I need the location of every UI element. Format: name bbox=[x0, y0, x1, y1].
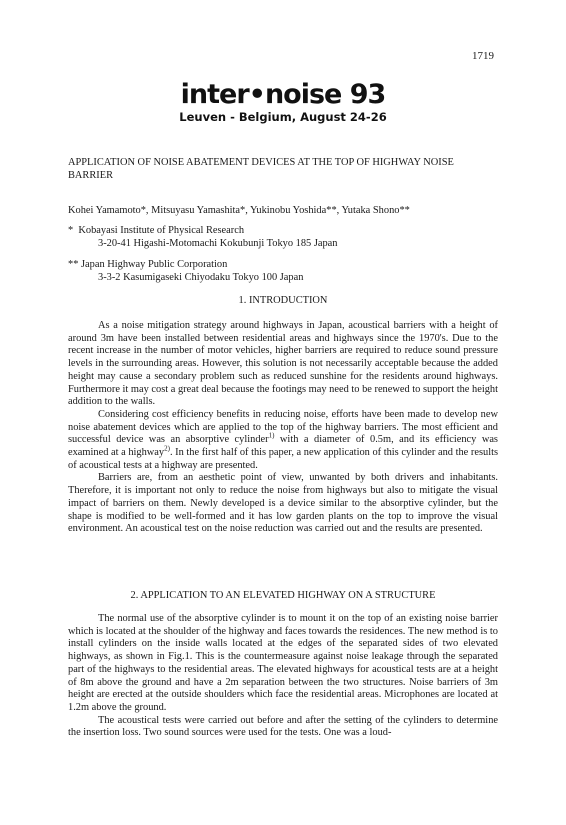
paragraph: Barriers are, from an aesthetic point of view, unwanted by both drivers and inhabitants. Therefore, it is important not only to reduce the noise from highways but also to mitigate the visual impact of barriers on them. Newly developed is a device similar to the absorptive cylinder, but the shape is modified to be well-formed and it has low garden plants on the top to improve the visual environment. An acoustical test on the noise reduction was carried out and the results are presented. bbox=[68, 472, 498, 535]
affiliation-name: * Kobayasi Institute of Physical Research bbox=[68, 225, 245, 236]
affiliation-address: 3-20-41 Higashi-Motomachi Kokubunji Tokyo 185 Japan bbox=[98, 238, 338, 249]
affiliation-mark: ** bbox=[68, 259, 79, 270]
affiliation-name: ** Japan Highway Public Corporation bbox=[68, 259, 228, 270]
section2-body bbox=[68, 613, 498, 740]
affiliation-1 bbox=[68, 224, 528, 250]
affiliation-2 bbox=[68, 258, 528, 284]
paragraph: As a noise mitigation strategy around highways in Japan, acoustical barriers with a height of around 3m have been installed between residential areas and highways since the 1970's. Due to the recent increase in the number of motor vehicles, higher barriers are required to reduce sound pressure levels in the surrounding areas. However, this solution is not necessarily acceptable because the added height may cause a secondary problem such as reduced sunshine for the residents around highways. Furthermore it may cost a great deal because the footings may need to be renewed to support the height addition to the walls. bbox=[68, 320, 498, 408]
paragraph: The normal use of the absorptive cylinder is to mount it on the top of an existing noise barrier which is located at the shoulder of the highway and faces towards the residences. The new method is to install cylinders on the inside walls located at the edges of the separated sides of two elevated highways, as shown in Fig.1. This is the countermeasure against noise leakage through the separated part of the highways to the residential areas. The elevated highways for acoustical tests are at a height of 8m above the ground and have a 2m separation between the two structures. Noise barriers of 3m height are erected at the outside shoulders which face the residential areas. Microphones are located at 1.2m above the ground. bbox=[68, 613, 498, 713]
author-list: Kohei Yamamoto*, Mitsuyasu Yamashita*, Yukinobu Yoshida**, Yutaka Shono** bbox=[68, 205, 410, 216]
paragraph: Considering cost efficiency benefits in reducing noise, efforts have been made to develop new noise abatement devices which are applied to the top of the highway barriers. The most efficient and successful device was an absorptive cylinder$^{1)}$ with a diameter of 0.5m, and its efficiency was examined at a highway$^{2)}$. In the first half of this paper, a new application of this cylinder and the results of acoustical tests at a highway are presented. bbox=[68, 408, 499, 471]
citation-ref: 2) bbox=[164, 444, 170, 453]
affiliation-mark: * bbox=[68, 225, 74, 236]
paragraph: The acoustical tests were carried out before and after the setting of the cylinders to determine the insertion loss. Two sound sources were used for the tests. One was a loud- bbox=[68, 714, 498, 739]
conference-place-date: Leuven - Belgium, August 24-26 bbox=[179, 110, 387, 124]
conference-logo: inter•noise 93 bbox=[180, 79, 386, 110]
paper-title: APPLICATION OF NOISE ABATEMENT DEVICES AT THE TOP OF HIGHWAY NOISE BARRIER bbox=[68, 157, 454, 181]
page-number: 1719 bbox=[472, 50, 494, 62]
conference-header bbox=[0, 80, 566, 124]
citation-ref: 1) bbox=[268, 431, 275, 440]
section-heading-elevated-highway: 2. APPLICATION TO AN ELEVATED HIGHWAY ON A STRUCTURE bbox=[130, 590, 436, 601]
section-heading-introduction: 1. INTRODUCTION bbox=[238, 295, 328, 306]
introduction-body bbox=[68, 320, 498, 536]
affiliation-address: 3-3-2 Kasumigaseki Chiyodaku Tokyo 100 Japan bbox=[98, 272, 304, 283]
